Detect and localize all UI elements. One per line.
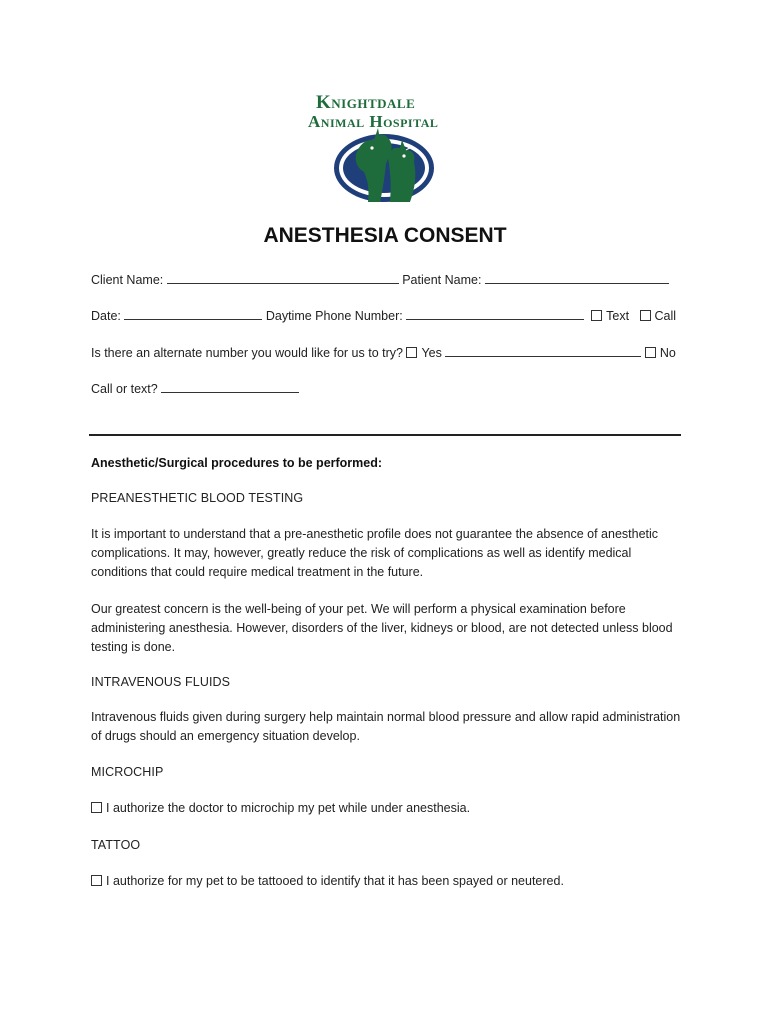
date-label: Date: [91,309,121,323]
alt-number-question: Is there an alternate number you would like for us to try? [91,346,403,360]
microchip-statement: I authorize the doctor to microchip my pet while under anesthesia. [106,801,471,815]
client-name-field[interactable] [167,273,399,284]
hospital-logo [306,90,466,206]
tattoo-heading: TATTOO [91,838,141,852]
patient-name-label: Patient Name: [402,273,482,287]
page-title: ANESTHESIA CONSENT [263,224,507,247]
alt-number-field[interactable] [445,346,641,357]
call-or-text-field[interactable] [161,382,299,393]
microchip-heading: MICROCHIP [91,765,164,779]
call-option-label: Call [654,309,677,323]
fluids-paragraph: Intravenous fluids given during surgery help maintain normal blood pressure and allow rapid administration of drugs should an emergency situation develop. [91,710,681,743]
microchip-consent-row [91,801,470,815]
logo-line-2: Animal Hospital [308,112,439,131]
blood-testing-heading: PREANESTHETIC BLOOD TESTING [91,491,304,505]
text-option-label: Text [606,309,630,323]
phone-label: Daytime Phone Number: [265,309,403,323]
procedures-heading: Anesthetic/Surgical procedures to be performed: [91,456,383,470]
animal-emblem-icon [330,124,438,206]
yes-checkbox[interactable] [406,347,417,358]
no-checkbox[interactable] [645,347,656,358]
text-checkbox[interactable] [591,310,602,321]
phone-field[interactable] [406,309,584,320]
tattoo-statement: I authorize for my pet to be tattooed to identify that it has been spayed or neutered. [106,874,564,888]
call-checkbox[interactable] [640,310,651,321]
date-phone-row [91,309,676,323]
client-patient-row [91,273,669,287]
client-name-label: Client Name: [91,273,164,287]
microchip-checkbox[interactable] [91,802,102,813]
alt-number-row [91,346,676,360]
call-or-text-label: Call or text? [91,382,158,396]
fluids-heading: INTRAVENOUS FLUIDS [91,675,231,689]
no-option-label: No [659,346,676,360]
tattoo-consent-row [91,874,564,888]
section-divider [89,434,681,436]
patient-name-field[interactable] [485,273,669,284]
logo-line-1: Knightdale [316,92,416,113]
yes-option-label: Yes [421,346,442,360]
blood-testing-paragraph-2: Our greatest concern is the well-being of your pet. We will perform a physical examination before administering anesthesia. However, disorders of the liver, kidneys or blood, are not detected unless blood testing is done. [91,602,673,654]
blood-testing-paragraph-1: It is important to understand that a pre-anesthetic profile does not guarantee the absence of anesthetic complications. It may, however, greatly reduce the risk of complications as well as identify medical conditions that could require medical treatment in the future. [91,527,659,579]
date-field[interactable] [124,309,262,320]
tattoo-checkbox[interactable] [91,875,102,886]
call-or-text-row [91,382,299,396]
